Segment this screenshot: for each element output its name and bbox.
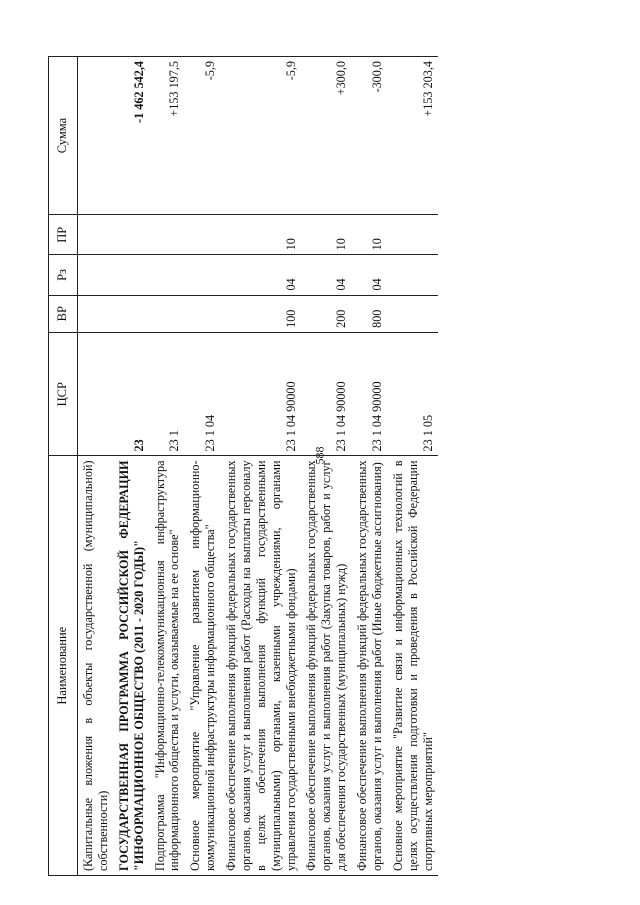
row-vr-cell [150, 295, 186, 332]
header-vr: ВР [49, 295, 78, 332]
row-rz-cell: 04 [352, 255, 388, 295]
row-name-cell: Финансовое обеспечение выполнения функций федеральных государственных органов, оказания услуг и выполнения работ (Расходы на выплаты персоналу в целях обеспечения выполнения функций государственными (муниципальными) органами, казенными учреждениями, органами управления государственными внебюджетными фондами) [221, 456, 301, 876]
row-sum-cell: +153 197,5 [150, 57, 186, 215]
rotated-page-content [48, 56, 588, 876]
row-pr-cell: 10 [301, 215, 352, 255]
row-rz-cell: 04 [221, 255, 301, 295]
header-rz: Рз [49, 255, 78, 295]
row-csr-cell [78, 332, 114, 456]
row-pr-cell [185, 215, 221, 255]
table-row [352, 57, 388, 876]
row-pr-cell [78, 215, 114, 255]
row-csr-cell: 23 1 04 90000 [301, 332, 352, 456]
row-sum-cell: -5,9 [185, 57, 221, 215]
table-row [388, 57, 439, 876]
row-sum-cell: +153 203,4 [388, 57, 439, 215]
row-vr-cell: 800 [352, 295, 388, 332]
row-rz-cell [150, 255, 186, 295]
row-sum-cell: -300,0 [352, 57, 388, 215]
row-rz-cell [114, 255, 150, 295]
row-pr-cell [388, 215, 439, 255]
row-csr-cell: 23 1 05 [388, 332, 439, 456]
row-name-cell: Основное мероприятие "Развитие связи и информационных технологий в целях осуществления подготовки и проведения в Российской Федерации спортивных мероприятий" [388, 456, 439, 876]
row-sum-cell [78, 57, 114, 215]
row-vr-cell [114, 295, 150, 332]
row-name-cell: (Капитальные вложения в объекты государственной (муниципальной) собственности) [78, 456, 114, 876]
row-pr-cell: 10 [221, 215, 301, 255]
header-csr: ЦСР [49, 332, 78, 456]
header-pr: ПР [49, 215, 78, 255]
row-name-cell: Подпрограмма "Информационно-телекоммуникационная инфраструктура информационного общества и услуги, оказываемые на ее основе" [150, 456, 186, 876]
row-vr-cell: 100 [221, 295, 301, 332]
table-row [114, 57, 150, 876]
row-rz-cell [185, 255, 221, 295]
row-csr-cell: 23 1 04 90000 [221, 332, 301, 456]
row-rz-cell: 04 [301, 255, 352, 295]
row-sum-cell: +300,0 [301, 57, 352, 215]
row-name-cell: Финансовое обеспечение выполнения функций федеральных государственных органов, оказания услуг и выполнения работ (Закупка товаров, работ и услуг для обеспечения государственных (муниципальных) нужд) [301, 456, 352, 876]
header-sum: Сумма [49, 57, 78, 215]
page-number: 588 [312, 446, 327, 465]
table-row [150, 57, 186, 876]
row-vr-cell [78, 295, 114, 332]
row-csr-cell: 23 1 04 [185, 332, 221, 456]
row-vr-cell [388, 295, 439, 332]
budget-table [48, 56, 438, 876]
row-pr-cell [150, 215, 186, 255]
row-rz-cell [78, 255, 114, 295]
row-sum-cell: -1 462 542,4 [114, 57, 150, 215]
table-row [301, 57, 352, 876]
row-name-cell: ГОСУДАРСТВЕННАЯ ПРОГРАММА РОССИЙСКОЙ ФЕДЕРАЦИИ "ИНФОРМАЦИОННОЕ ОБЩЕСТВО (2011 - 2020 ГОДЫ)" [114, 456, 150, 876]
row-vr-cell: 200 [301, 295, 352, 332]
row-sum-cell: -5,9 [221, 57, 301, 215]
row-csr-cell: 23 1 04 90000 [352, 332, 388, 456]
table-header-row [49, 57, 78, 876]
header-name: Наименование [49, 456, 78, 876]
row-name-cell: Финансовое обеспечение выполнения функций федеральных государственных органов, оказания услуг и выполнения работ (Иные бюджетные ассигнования) [352, 456, 388, 876]
row-csr-cell: 23 [114, 332, 150, 456]
row-name-cell: Основное мероприятие "Управление развитием информационно-коммуникационной инфраструктуры информационного общества" [185, 456, 221, 876]
table-row [221, 57, 301, 876]
row-pr-cell: 10 [352, 215, 388, 255]
row-rz-cell [388, 255, 439, 295]
row-pr-cell [114, 215, 150, 255]
table-body [78, 57, 439, 876]
table-row [185, 57, 221, 876]
row-vr-cell [185, 295, 221, 332]
table-row [78, 57, 114, 876]
row-csr-cell: 23 1 [150, 332, 186, 456]
